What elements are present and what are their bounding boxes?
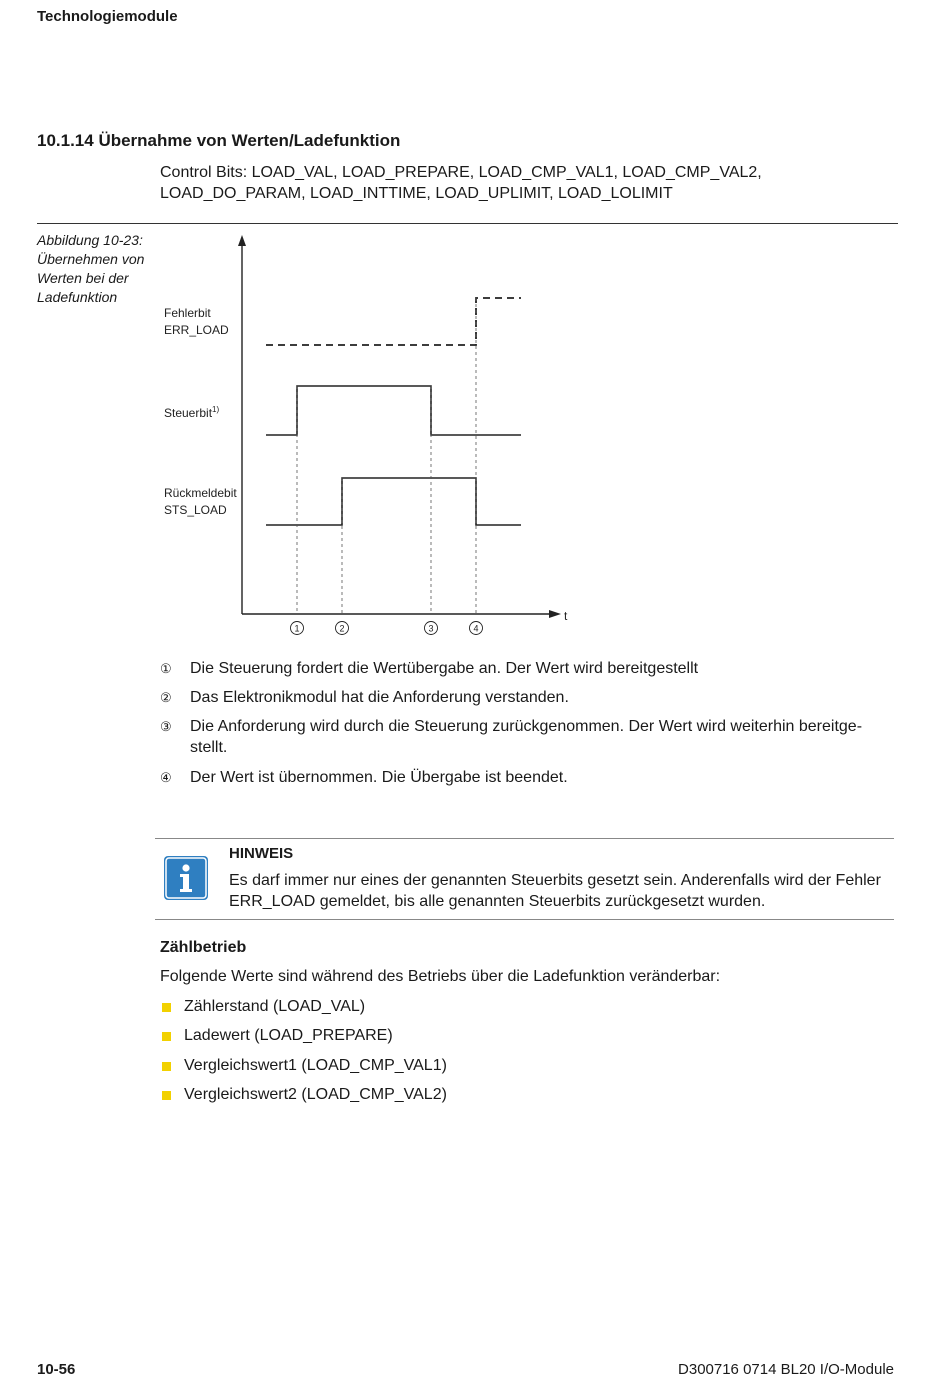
bullet-square-icon xyxy=(162,1091,171,1100)
bullet-item xyxy=(160,1086,447,1104)
err-label-line2: ERR_LOAD xyxy=(164,323,229,337)
step-text: Die Steuerung fordert die Wertübergabe an. Der Wert wird bereitgestellt xyxy=(190,660,699,677)
bullet-text: Vergleichswert1 (LOAD_CMP_VAL1) xyxy=(184,1057,447,1074)
ctrl-label-text: Steuerbit xyxy=(164,406,213,420)
bullet-text: Vergleichswert2 (LOAD_CMP_VAL2) xyxy=(184,1086,447,1103)
step-item-4 xyxy=(160,767,895,788)
marker-label-3: 3 xyxy=(428,623,434,634)
running-header: Technologiemodule xyxy=(37,8,178,25)
step-number: ③ xyxy=(160,719,172,734)
note-text: Es darf immer nur eines der genannten Steuerbits gesetzt sein. Anderenfalls wird der Fehler ERR_LOAD gemeldet, bis alle genannten Steuerbits zurückgesetzt wurden. xyxy=(229,872,881,910)
note-bottom-rule xyxy=(155,919,894,920)
subsection-intro: Folgende Werte sind während des Betriebs über die Ladefunktion veränderbar: xyxy=(160,968,721,985)
subsection-title: Zählbetrieb xyxy=(160,939,247,956)
figure-caption: Abbildung 10-23: Übernehmen von Werten bei der Ladefunktion xyxy=(37,232,145,305)
bullet-item xyxy=(160,1057,447,1075)
bullet-square-icon xyxy=(162,1003,171,1012)
page-number: 10-56 xyxy=(37,1361,76,1378)
marker-label-1: 1 xyxy=(294,623,300,634)
marker-label-2: 2 xyxy=(339,623,345,634)
note-top-rule xyxy=(155,838,894,839)
step-text: Die Anforderung wird durch die Steuerung zurückgenommen. Der Wert wird weiterhin bereitge-stellt. xyxy=(190,718,863,756)
document-id: D300716 0714 BL20 I/O-Module xyxy=(678,1361,894,1378)
step-number: ① xyxy=(160,661,172,676)
err-load-signal xyxy=(266,298,521,345)
step-item-3 xyxy=(160,716,895,758)
info-icon xyxy=(164,856,208,900)
section-title: 10.1.14 Übernahme von Werten/Ladefunktion xyxy=(37,131,401,150)
bullet-text: Zählerstand (LOAD_VAL) xyxy=(184,998,366,1015)
step-number: ④ xyxy=(160,770,172,785)
x-axis-arrow xyxy=(549,610,561,618)
bullet-square-icon xyxy=(162,1062,171,1071)
ctrl-label xyxy=(164,405,219,420)
sts-label-line1: Rückmeldebit xyxy=(164,486,237,500)
err-label-line1: Fehlerbit xyxy=(164,306,211,320)
sts-label-line2: STS_LOAD xyxy=(164,503,227,517)
note-title: HINWEIS xyxy=(229,845,294,862)
timing-diagram xyxy=(150,228,590,638)
step-item-2 xyxy=(160,687,895,708)
control-bit-signal xyxy=(266,386,521,435)
bullet-item xyxy=(160,998,365,1016)
step-text: Das Elektronikmodul hat die Anforderung verstanden. xyxy=(190,689,569,706)
y-axis-arrow xyxy=(238,235,246,246)
time-axis-label: t xyxy=(564,609,568,623)
bullet-text: Ladewert (LOAD_PREPARE) xyxy=(184,1027,393,1044)
bullet-item xyxy=(160,1027,393,1045)
step-item-1 xyxy=(160,658,895,679)
marker-label-4: 4 xyxy=(473,623,479,634)
bullet-square-icon xyxy=(162,1032,171,1041)
ctrl-label-sup: 1) xyxy=(212,405,220,414)
control-bits-text: Control Bits: LOAD_VAL, LOAD_PREPARE, LOAD_CMP_VAL1, LOAD_CMP_VAL2, LOAD_DO_PARAM, LOAD_INTTIME, LOAD_UPLIMIT, LOAD_LOLIMIT xyxy=(160,164,762,202)
divider xyxy=(37,223,898,224)
step-number: ② xyxy=(160,690,172,705)
step-text: Der Wert ist übernommen. Die Übergabe ist beendet. xyxy=(190,769,568,786)
status-bit-signal xyxy=(266,478,521,525)
